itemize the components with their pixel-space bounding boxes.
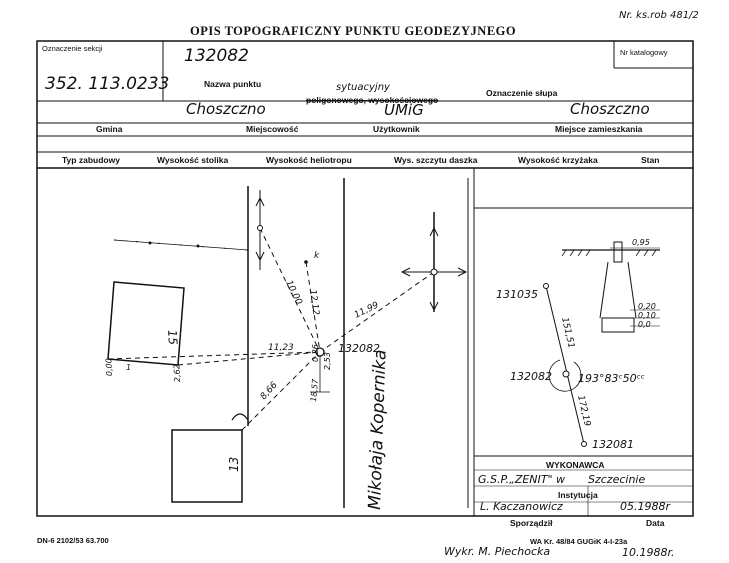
form-code-right: WA Kr. 48/84 GUGiK 4-I-23a xyxy=(530,537,628,546)
profile-v1: 0,20 xyxy=(638,302,656,311)
prepared-date: 05.1988r xyxy=(620,500,671,513)
form-code-left: DN-6 2102/53 63.700 xyxy=(37,536,109,545)
measure-1000: 10,00 xyxy=(283,278,304,307)
post-body xyxy=(600,262,636,318)
marker-k: k xyxy=(314,251,320,261)
bearing-point-3 xyxy=(582,442,587,447)
registry-reference: Nr. ks.rob 481/2 xyxy=(619,10,699,21)
gmina-value: Choszczno xyxy=(186,100,266,118)
measure-253: 2,53 xyxy=(323,352,332,370)
point-type-handwritten: sytuacyjny xyxy=(336,82,390,93)
post-label: Oznaczenie słupa xyxy=(486,88,558,98)
bearing-point-1 xyxy=(544,284,549,289)
post-head xyxy=(614,242,622,262)
drawn-date: 10.1988r. xyxy=(622,546,675,559)
catalog-label: Nr katalogowy xyxy=(620,48,668,57)
bearing-p3: 132081 xyxy=(592,438,634,451)
street-name: Mikołaja Kopernika xyxy=(365,349,391,511)
state-label: Stan xyxy=(641,155,660,165)
residence-label: Miejsce zamieszkania xyxy=(555,124,643,134)
point-name-label: Nazwa punktu xyxy=(204,79,262,89)
residence-value: Choszczno xyxy=(570,100,650,118)
drawn-by: Wykr. M. Piechocka xyxy=(444,545,551,558)
user-label: Użytkownik xyxy=(373,124,420,134)
build-type-label: Typ zabudowy xyxy=(62,155,120,165)
executor-city: Szczecinie xyxy=(588,473,646,486)
corner-0: 0,00 xyxy=(104,358,114,377)
cross-height-label: Wysokość krzyżaka xyxy=(518,155,598,165)
bearing-d2: 172,19 xyxy=(575,394,592,428)
bearing-angle: 193°83ᶜ50ᶜᶜ xyxy=(578,372,645,385)
ground-hatch xyxy=(562,250,656,256)
section-value: 352. 113.0233 xyxy=(45,74,170,94)
building-13-label: 13 xyxy=(227,456,241,472)
sketch-point-label: 132082 xyxy=(338,342,380,355)
measure-1123: 11,23 xyxy=(268,343,294,353)
measure-1199: 11,99 xyxy=(352,300,381,321)
bearing-p2: 132082 xyxy=(510,370,552,383)
corner-1: 1 xyxy=(126,363,132,372)
author-label: Sporządził xyxy=(510,518,553,528)
measure-2: 2,62 xyxy=(172,364,182,383)
form-title: OPIS TOPOGRAFICZNY PUNKTU GEODEZYJNEGO xyxy=(190,24,517,38)
profile-v2: 0,10 xyxy=(638,311,656,320)
institution-label: Instytucja xyxy=(558,490,598,500)
board-top-label: Wys. szczytu daszka xyxy=(394,155,478,165)
user-value: UMiG xyxy=(384,101,424,119)
measure-866: 8,66 xyxy=(258,380,280,403)
point-type-printed: poligonowego, wysokościowego xyxy=(306,95,439,105)
building-15-label: 15 xyxy=(165,329,181,346)
measure-1857: 18,57 xyxy=(309,378,320,403)
profile-v3: 0,0 xyxy=(638,320,651,329)
section-label: Oznaczenie sekcji xyxy=(42,44,103,53)
heliotrope-height-label: Wysokość heliotropu xyxy=(266,155,352,165)
post-base xyxy=(602,318,634,332)
executor-label: WYKONAWCA xyxy=(546,460,605,470)
date-label: Data xyxy=(646,518,665,528)
executor-company: G.S.P.„ZENIT" w xyxy=(478,473,566,486)
measure-026: 0,26 xyxy=(311,344,320,362)
bearing-point-2 xyxy=(563,371,569,377)
measure-1212: 12,12 xyxy=(307,289,321,316)
bearing-d1: 151,51 xyxy=(559,316,576,350)
bearing-p1: 131035 xyxy=(496,288,538,301)
bearing-line xyxy=(546,286,584,444)
miejscowosc-label: Miejscowość xyxy=(246,124,299,134)
profile-top: 0,95 xyxy=(632,238,650,247)
author-name: L. Kaczanowicz xyxy=(480,500,563,513)
gmina-label: Gmina xyxy=(96,124,123,134)
point-number: 132082 xyxy=(184,46,249,66)
table-height-label: Wysokość stolika xyxy=(157,155,229,165)
